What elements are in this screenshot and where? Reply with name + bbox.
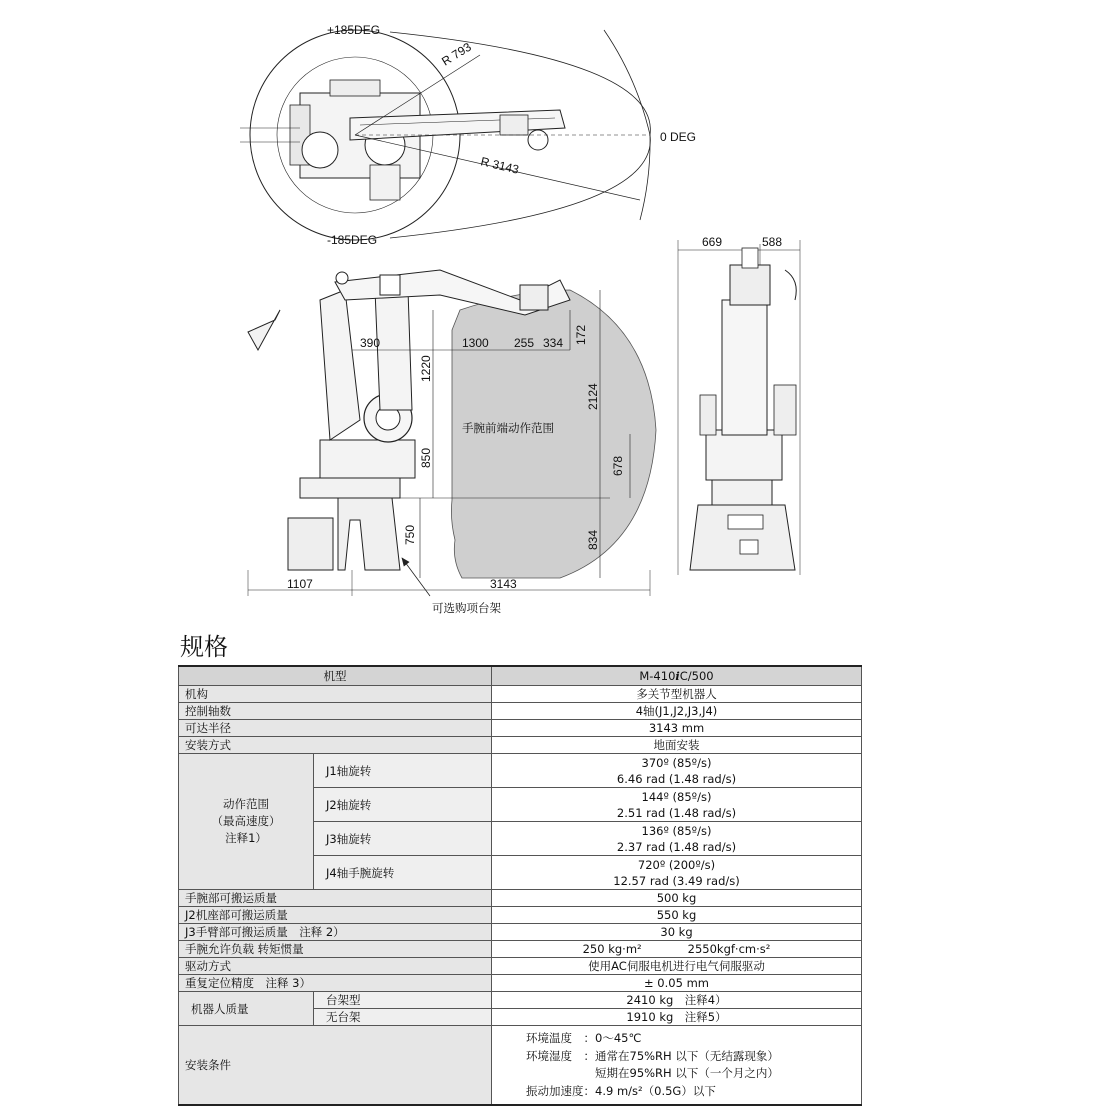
axes-label: 控制轴数	[179, 703, 492, 720]
table-row	[179, 992, 862, 1009]
radius-small-label: R 793	[439, 39, 474, 69]
table-row	[179, 941, 862, 958]
table-row	[179, 737, 862, 754]
drive-value: 使用AC伺服电机进行电气伺服驱动	[492, 958, 862, 975]
j3-label: J3轴旋转	[314, 822, 492, 856]
table-row	[179, 720, 862, 737]
table-row	[179, 924, 862, 941]
mass-nostand-label: 无台架	[314, 1009, 492, 1026]
table-row	[179, 958, 862, 975]
repeat-label: 重复定位精度 注释 3）	[179, 975, 492, 992]
angle-zero-label: 0 DEG	[660, 130, 697, 144]
motion-range-group: 动作范围 （最高速度） 注释1）	[179, 754, 314, 890]
j2-value: 144º (85º/s) 2.51 rad (1.48 rad/s)	[492, 788, 862, 822]
j3-value: 136º (85º/s) 2.37 rad (1.48 rad/s)	[492, 822, 862, 856]
j2-payload-value: 550 kg	[492, 907, 862, 924]
drive-label: 驱动方式	[179, 958, 492, 975]
dim-678: 678	[611, 455, 625, 476]
table-row	[179, 703, 862, 720]
j2-label: J2轴旋转	[314, 788, 492, 822]
dim-172: 172	[574, 324, 588, 345]
dim-390: 390	[360, 336, 381, 350]
mass-nostand-value: 1910 kg 注释5）	[492, 1009, 862, 1026]
inertia-label: 手腕允许负载 转矩惯量	[179, 941, 492, 958]
repeat-value: ± 0.05 mm	[492, 975, 862, 992]
dim-255: 255	[514, 336, 535, 350]
dim-669: 669	[702, 235, 723, 249]
env-value: 环境温度 ：0～45℃ 环境湿度 ：通常在75%RH 以下（无结露现象） 短期在95%RH 以下（一个月之内） 振动加速度：4.9 m/s²（0.5G）以下	[492, 1026, 862, 1106]
mass-stand-label: 台架型	[314, 992, 492, 1009]
radius-large-label: R 3143	[479, 154, 521, 177]
spec-section-title: 规格	[180, 633, 228, 661]
mass-stand-value: 2410 kg 注释4）	[492, 992, 862, 1009]
model-value: M-410iC/500	[492, 666, 862, 686]
optional-stand-label: 可选购项台架	[432, 601, 501, 615]
dim-3143: 3143	[490, 577, 517, 591]
axes-value: 4轴(J1,J2,J3,J4)	[492, 703, 862, 720]
j3-payload-label: J3手臂部可搬运质量 注释 2）	[179, 924, 492, 941]
spec-header-row	[179, 666, 862, 686]
dim-2124: 2124	[586, 383, 600, 410]
reach-value: 3143 mm	[492, 720, 862, 737]
dim-850: 850	[419, 447, 433, 468]
dim-1107: 1107	[287, 577, 313, 591]
spec-table	[178, 665, 862, 1106]
mass-group: 机器人质量	[179, 992, 314, 1026]
table-row	[179, 890, 862, 907]
j1-value: 370º (85º/s) 6.46 rad (1.48 rad/s)	[492, 754, 862, 788]
table-row	[179, 1026, 862, 1106]
dim-588: 588	[762, 235, 783, 249]
j2-payload-label: J2机座部可搬运质量	[179, 907, 492, 924]
inertia-value: 250 kg·m² 2550kgf·cm·s²	[492, 941, 862, 958]
angle-plus-label: +185DEG	[327, 23, 381, 37]
table-row	[179, 754, 862, 788]
dim-1220: 1220	[419, 355, 433, 382]
table-row	[179, 686, 862, 703]
env-label: 安装条件	[179, 1026, 492, 1106]
wrist-payload-label: 手腕部可搬运质量	[179, 890, 492, 907]
mechanism-value: 多关节型机器人	[492, 686, 862, 703]
wrist-payload-value: 500 kg	[492, 890, 862, 907]
install-label: 安装方式	[179, 737, 492, 754]
angle-minus-label: -185DEG	[327, 233, 378, 247]
j4-value: 720º (200º/s) 12.57 rad (3.49 rad/s)	[492, 856, 862, 890]
front-view	[678, 240, 800, 575]
table-row	[179, 907, 862, 924]
install-value: 地面安装	[492, 737, 862, 754]
dim-834: 834	[586, 529, 600, 550]
dim-750: 750	[403, 524, 417, 545]
mechanism-label: 机构	[179, 686, 492, 703]
dim-1300: 1300	[462, 336, 489, 350]
dim-334: 334	[543, 336, 564, 350]
j1-label: J1轴旋转	[314, 754, 492, 788]
reach-label: 可达半径	[179, 720, 492, 737]
j4-label: J4轴手腕旋转	[314, 856, 492, 890]
table-row	[179, 975, 862, 992]
model-label: 机型	[179, 666, 492, 686]
j3-payload-value: 30 kg	[492, 924, 862, 941]
work-envelope-label: 手腕前端动作范围	[462, 421, 554, 435]
